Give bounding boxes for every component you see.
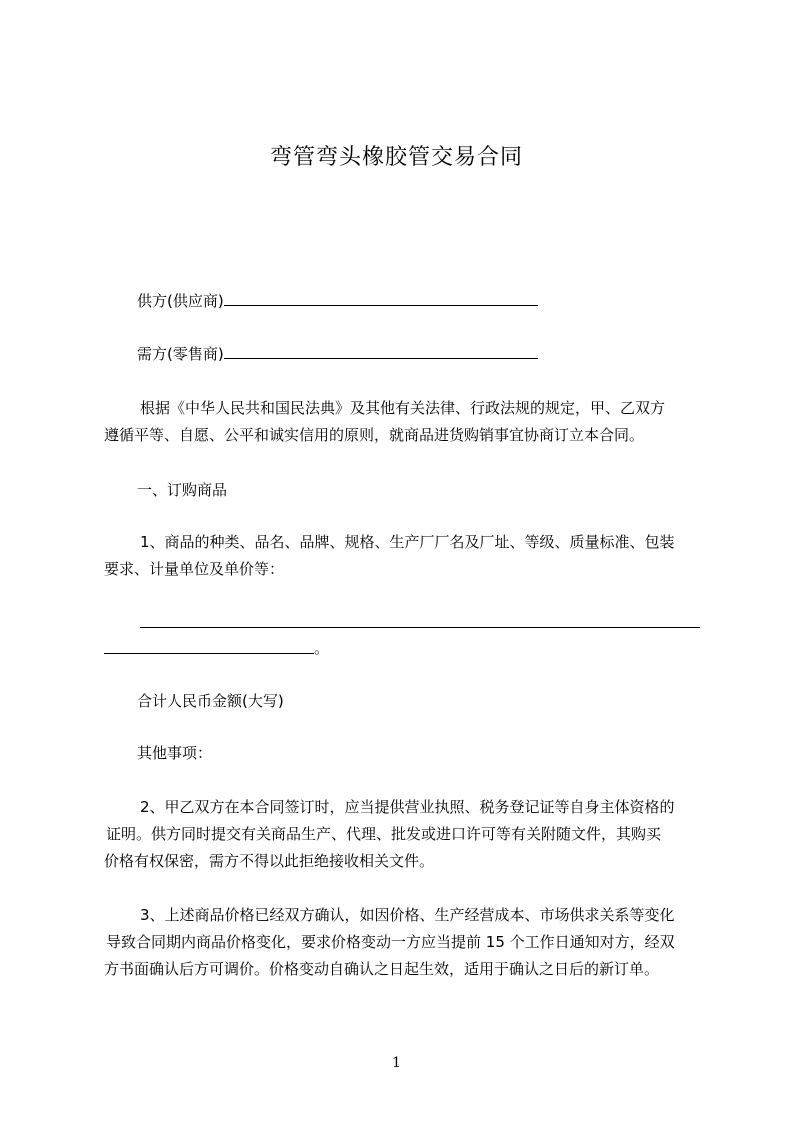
item3-line-2: 导致合同期内商品价格变化，要求价格变动一方应当提前 15 个工作日通知对方，经双 <box>106 933 675 951</box>
total-amount-label: 合计人民币金额(大写) <box>137 692 284 710</box>
page-number: 1 <box>392 1055 401 1071</box>
section-heading-1: 一、订购商品 <box>137 481 228 499</box>
item1-line-2: 要求、计量单位及单价等： <box>104 560 285 578</box>
contract-title: 弯管弯头橡胶管交易合同 <box>269 145 523 170</box>
supplier-line <box>137 290 538 311</box>
blank-rule-1[interactable] <box>140 627 700 628</box>
preamble-line-2: 遵循平等、自愿、公平和诚实信用的原则，就商品进货购销事宜协商订立本合同。 <box>104 426 645 444</box>
buyer-blank[interactable] <box>224 343 538 359</box>
other-items-label: 其他事项： <box>137 744 213 762</box>
item2-line-2: 证明。供方同时提交有关商品生产、代理、批发或进口许可等有关附随文件，其购买 <box>106 825 662 843</box>
item1-line-1: 1、商品的种类、品名、品牌、规格、生产厂厂名及厂址、等级、质量标准、包装 <box>140 533 675 551</box>
item2-line-1: 2、甲乙双方在本合同签订时，应当提供营业执照、税务登记证等自身主体资格的 <box>140 798 675 816</box>
supplier-blank[interactable] <box>224 290 538 306</box>
item2-line-3: 价格有权保密，需方不得以此拒绝接收相关文件。 <box>104 852 435 870</box>
blank-end-mark: 。 <box>314 639 330 657</box>
preamble-line-1: 根据《中华人民共和国民法典》及其他有关法律、行政法规的规定，甲、乙双方 <box>140 399 666 417</box>
item3-line-3: 方书面确认后方可调价。价格变动自确认之日起生效，适用于确认之日后的新订单。 <box>104 960 660 978</box>
blank-rule-2[interactable] <box>104 653 314 654</box>
buyer-label: 需方(零售商) <box>137 345 224 363</box>
supplier-label: 供方(供应商) <box>137 292 224 310</box>
buyer-line <box>137 343 538 364</box>
item3-line-1: 3、上述商品价格已经双方确认，如因价格、生产经营成本、市场供求关系等变化 <box>140 906 675 924</box>
